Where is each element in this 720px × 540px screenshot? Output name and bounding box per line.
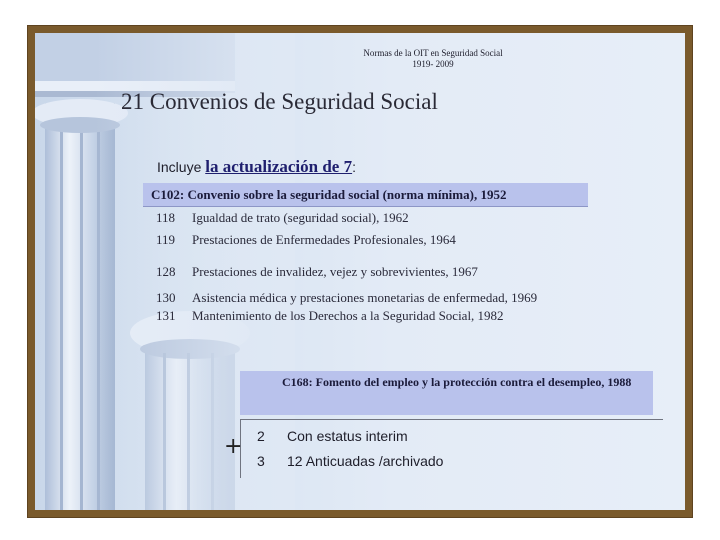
divider-horizontal (240, 419, 663, 420)
includes-suffix: : (352, 159, 356, 175)
convention-number: 128 (156, 264, 176, 279)
convention-row (156, 210, 409, 226)
convention-number: 119 (156, 232, 176, 247)
status-count: 3 (257, 453, 265, 469)
status-text: Con estatus interim (287, 428, 408, 444)
includes-line (157, 157, 356, 177)
convention-row (156, 308, 504, 324)
convention-text: Mantenimiento de los Derechos a la Seguridad Social, 1982 (192, 308, 504, 323)
convention-row (156, 290, 537, 306)
header-line-2: 1919- 2009 (412, 59, 454, 69)
status-row (257, 453, 443, 469)
convention-row (156, 232, 456, 248)
status-text: 12 Anticuadas /archivado (287, 453, 444, 469)
slide (35, 33, 685, 510)
update-link[interactable]: la actualización de 7 (205, 157, 353, 176)
includes-prefix: Incluye (157, 159, 206, 175)
c168-box (240, 371, 653, 415)
convention-text: Igualdad de trato (seguridad social), 1962 (192, 210, 409, 225)
plus-sign: + (224, 434, 243, 459)
convention-text: Prestaciones de Enfermedades Profesionales, 1964 (192, 232, 456, 247)
convention-number: 118 (156, 210, 176, 225)
c102-text: C102: Convenio sobre la seguridad social (norma mínima), 1952 (151, 187, 507, 202)
convention-text: Prestaciones de invalidez, vejez y sobrevivientes, 1967 (192, 264, 478, 279)
c102-highlight (143, 183, 588, 207)
slide-frame (27, 25, 693, 518)
convention-number: 131 (156, 308, 176, 323)
status-row (257, 428, 408, 444)
slide-title: 21 Convenios de Seguridad Social (121, 89, 438, 114)
slide-header (325, 48, 541, 70)
convention-number: 130 (156, 290, 176, 305)
c168-text: C168: Fomento del empleo y la protección contra el desempleo, 1988 (282, 375, 632, 389)
status-count: 2 (257, 428, 265, 444)
header-line-1: Normas de la OIT en Seguridad Social (363, 48, 503, 58)
convention-text: Asistencia médica y prestaciones monetarias de enfermedad, 1969 (192, 290, 538, 305)
convention-row (156, 264, 478, 280)
